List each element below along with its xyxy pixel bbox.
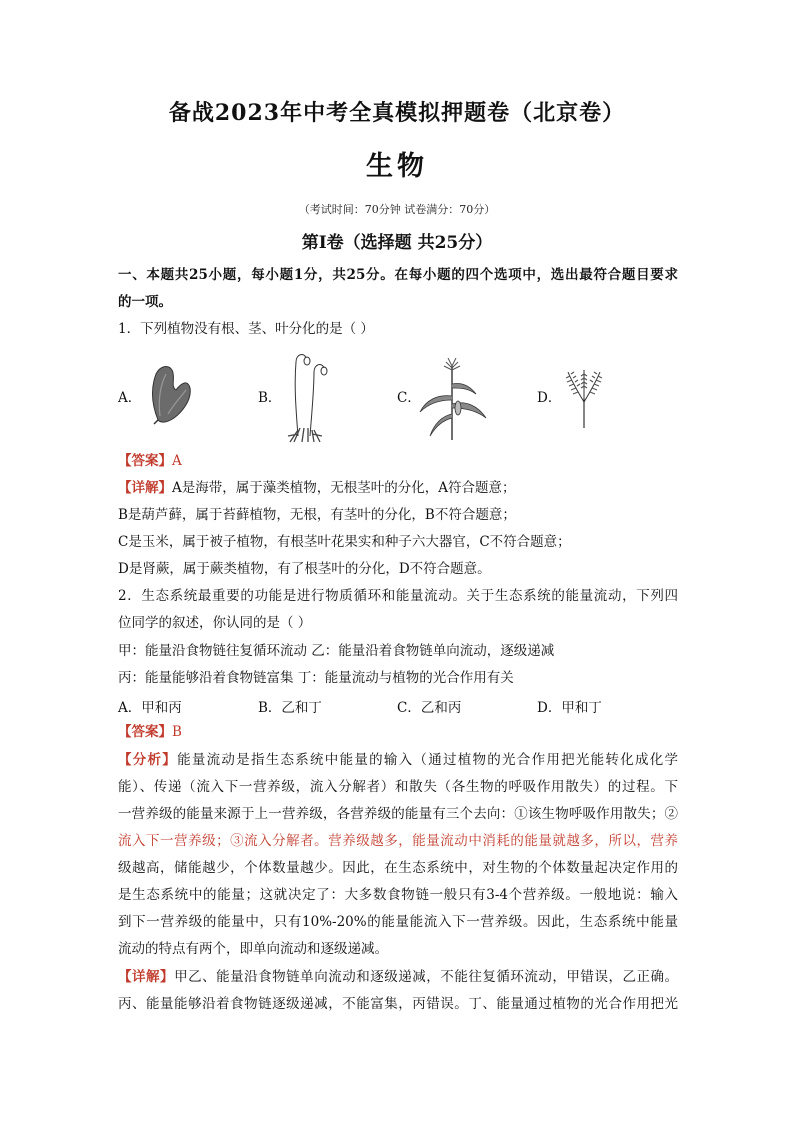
instructions-line-1: 一、本题共25小题，每小题1分，共25分。在每小题的四个选项中，选出最符合题目要求 [118,267,678,283]
q2-analysis-line-3: 一营养级的能量来源于上一营养级，各营养级的能量有三个去向：①该生物呼吸作用散失；② [118,806,678,822]
section-heading: 第Ⅰ卷（选择题 共25分） [301,233,493,253]
analysis-text: 能量流动是指生态系统中能量的输入（通过植物的光合作用把光能转化成化学 [177,752,679,768]
subject-title: 生物 [366,151,428,182]
q1-option-a-label: A． [118,390,142,406]
q2-analysis-line-1 [118,751,678,769]
q2-detail-line-1 [118,968,678,986]
q2-statement-2: 丙：能量能够沿着食物链富集 丁：能量流动与植物的光合作用有关 [118,670,514,686]
q1-option-b-label: B． [258,390,282,406]
moss-plant-icon [282,350,332,446]
fern-plant-icon [562,368,606,430]
q2-analysis-line-8: 流动的特点有两个，即单向流动和逐级递减。 [118,941,388,957]
detail-text: 甲乙、能量沿食物链单向流动和逐级递减，不能往复循环流动，甲错误，乙正确。 [174,969,679,985]
detail-text: A是海带，属于藻类植物，无根茎叶的分化，A符合题意； [172,480,516,496]
q1-option-c-label: C． [397,390,421,406]
q2-answer [118,723,678,741]
detail-label: 【详解】 [118,969,175,985]
q2-analysis-line-7: 到下一营养级的能量中，只有10%-20%的能量能流入下一营养级。因此，生态系统中能量 [118,914,678,930]
q2-option-b: B．乙和丁 [258,700,322,716]
answer-label: 【答案】 [118,724,172,740]
q1-detail-line-4: D是肾蕨，属于蕨类植物，有了根茎叶的分化，D不符合题意。 [118,561,491,577]
answer-value: A [172,453,182,469]
q2-option-c: C．乙和丙 [397,700,462,716]
q1-detail-line-1 [118,479,678,497]
q1-detail-line-2: B是葫芦藓，属于苔藓植物，无根，有茎叶的分化，B不符合题意； [118,507,516,523]
q1-detail-line-3: C是玉米，属于被子植物，有根茎叶花果实和种子六大器官，C不符合题意； [118,534,571,550]
q1-stem: 1．下列植物没有根、茎、叶分化的是（ ） [118,321,374,337]
detail-label: 【详解】 [118,480,172,496]
q2-option-d: D．甲和丁 [537,700,602,716]
analysis-label: 【分析】 [118,752,178,768]
q1-option-d-label: D． [537,390,562,406]
answer-label: 【答案】 [118,453,172,469]
paper-title: 备战2023年中考全真模拟押题卷（北京卷） [168,100,626,126]
q2-statement-1: 甲：能量沿食物链往复循环流动 乙：能量沿着食物链单向流动，逐级递减 [118,643,555,659]
q1-answer [118,452,678,470]
q2-option-a: A．甲和丙 [118,700,182,716]
q2-detail-line-2: 丙、能量能够沿着食物链逐级递减，不能富集，丙错误。丁、能量通过植物的光合作用把光 [118,996,678,1012]
q2-analysis-line-4: 流入下一营养级；③流入分解者。营养级越多，能量流动中消耗的能量就越多，所以，营养 [118,833,678,849]
q2-stem-line-1: 2．生态系统最重要的功能是进行物质循环和能量流动。关于生态系统的能量流动，下列四 [118,588,678,604]
instructions-line-2: 的一项。 [118,294,172,310]
corn-plant-icon [418,356,490,442]
q2-stem-line-2: 位同学的叙述，你认同的是（ ） [118,615,312,631]
q2-analysis-line-2: 能）、传递（流入下一营养级，流入分解者）和散失（各生物的呼吸作用散失）的过程。下 [118,779,678,795]
kelp-plant-icon [146,360,196,426]
answer-value: B [172,724,182,740]
exam-info: （考试时间：70分钟 试卷满分：70分） [298,203,496,216]
q2-analysis-line-6: 是生态系统中的能量；这就决定了：大多数食物链一般只有3-4个营养级。一般地说：输入 [118,887,678,903]
q2-analysis-line-5: 级越高，储能越少，个体数量越少。因此，在生态系统中，对生物的个体数量起决定作用的 [118,860,678,876]
